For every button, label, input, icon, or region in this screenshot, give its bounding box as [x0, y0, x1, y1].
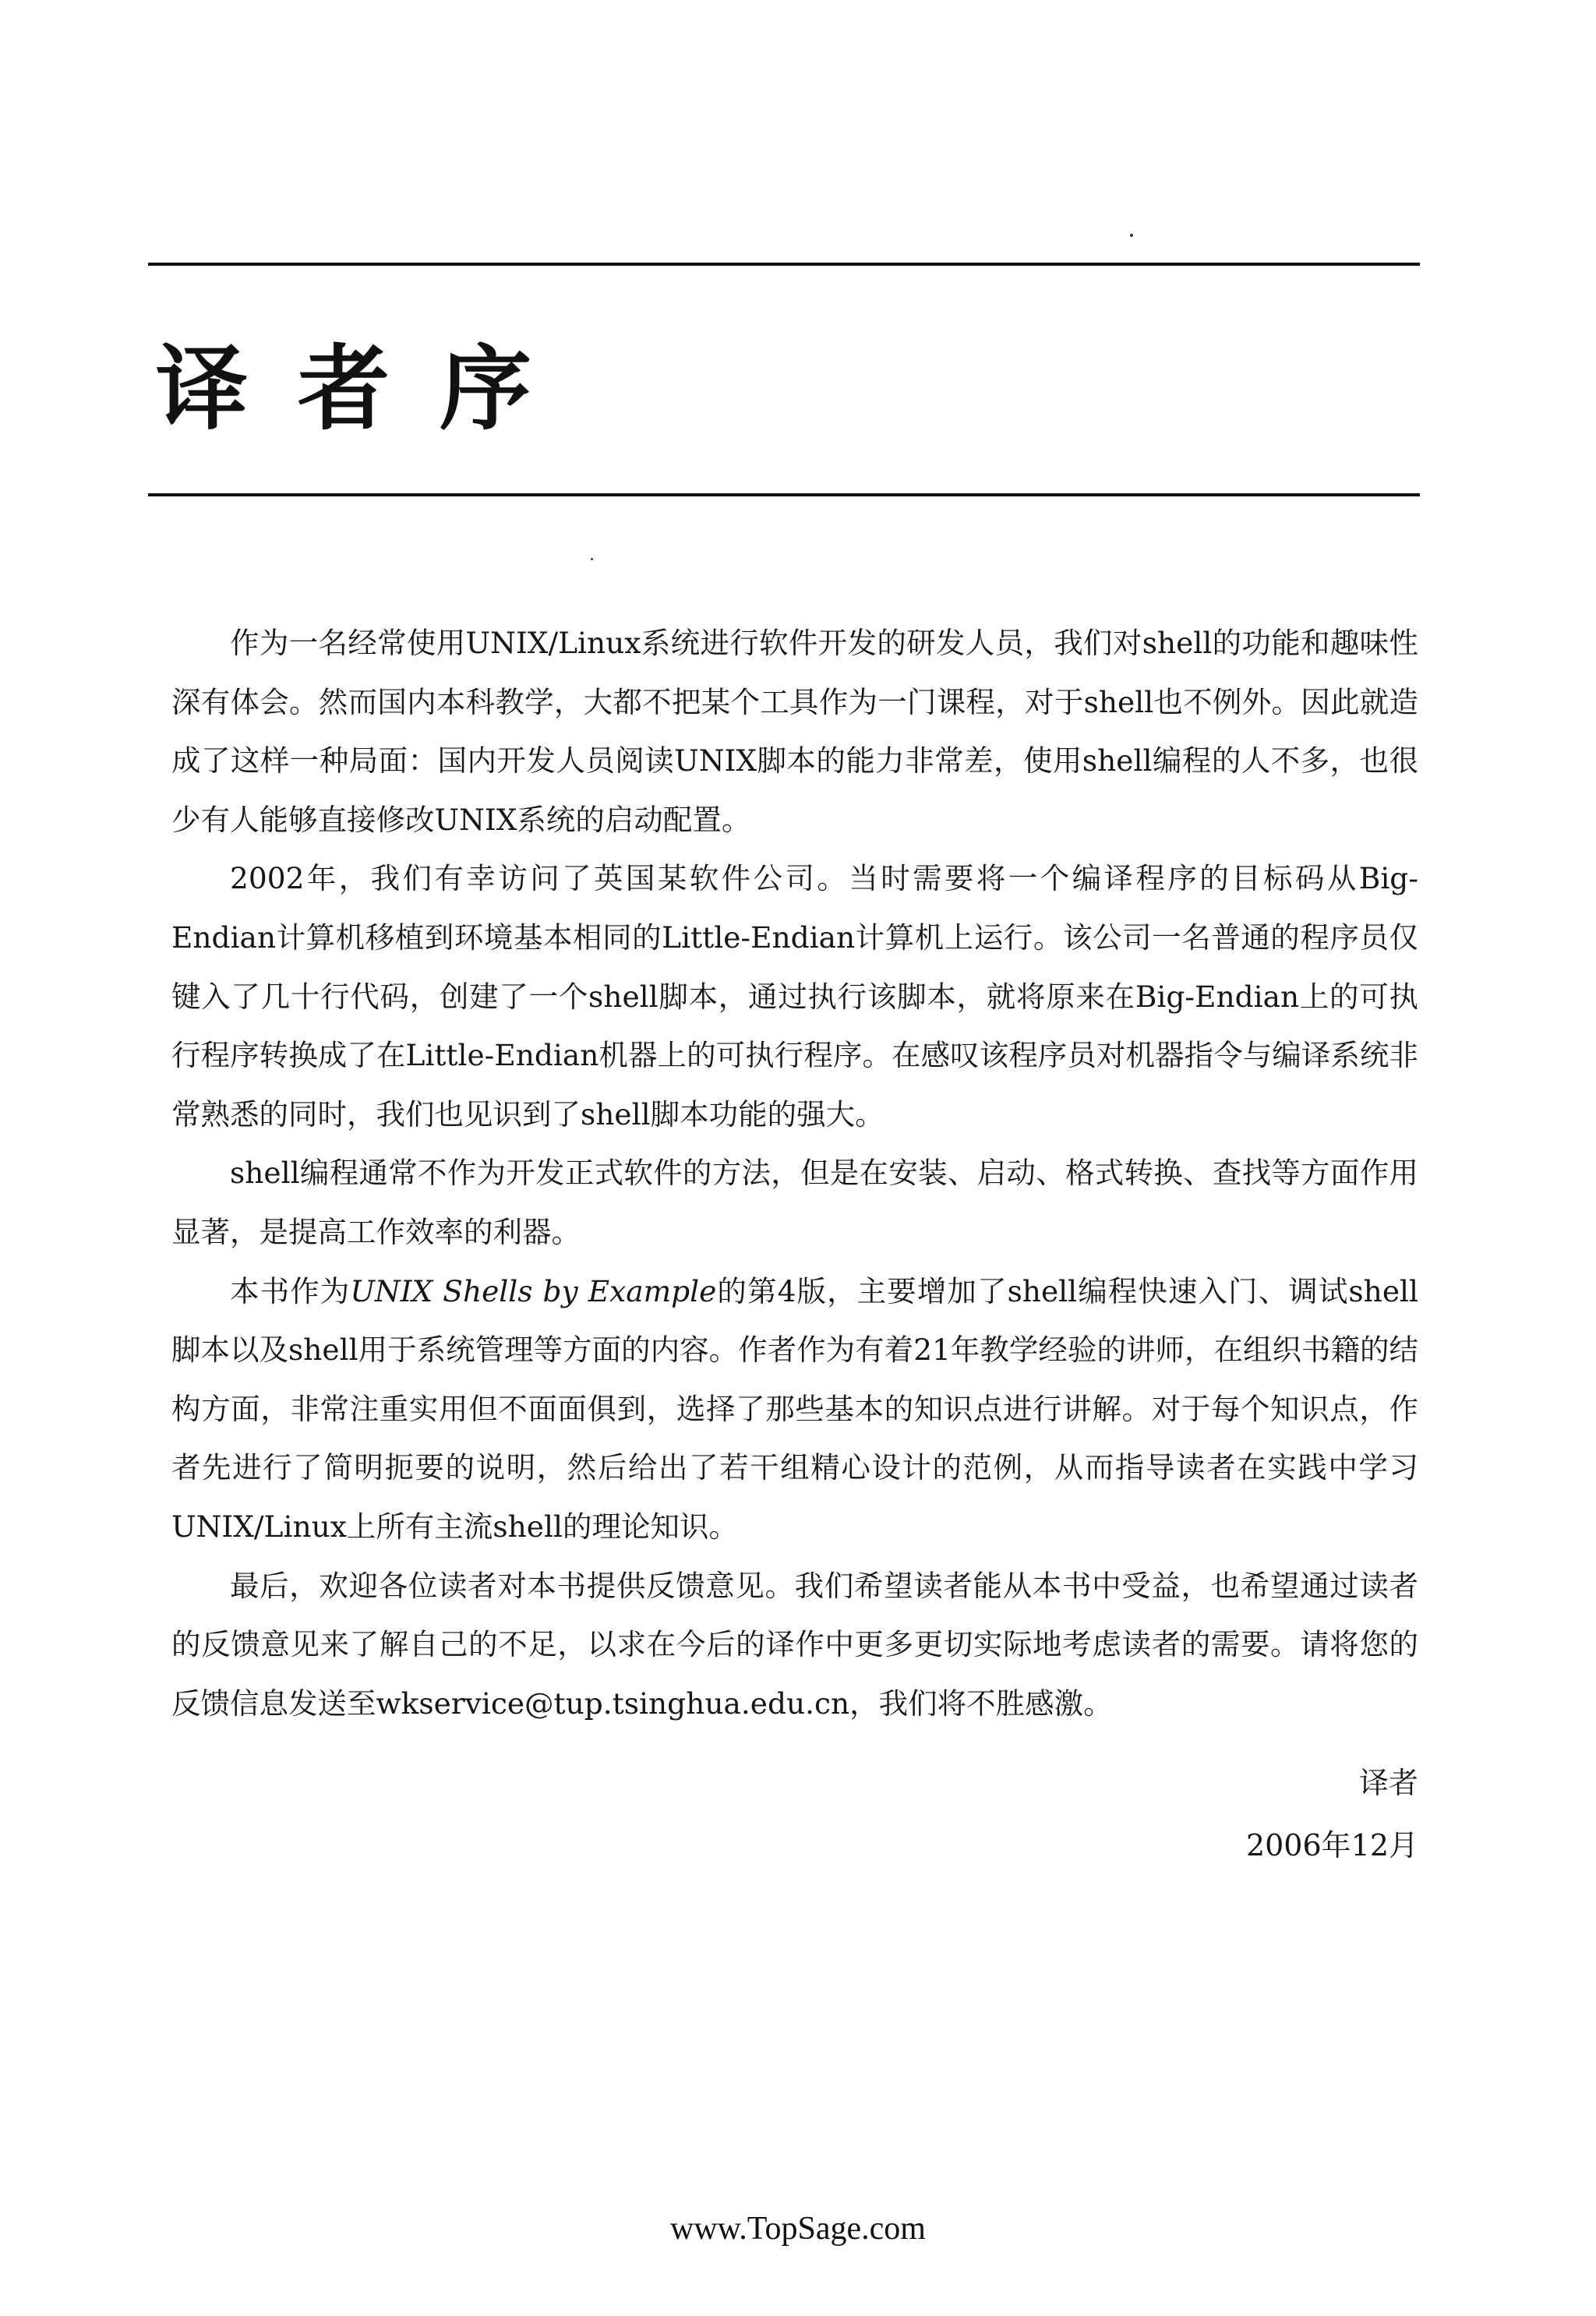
signature-author: 译者 — [1358, 1766, 1418, 1800]
signature-block — [1246, 1752, 1418, 1876]
paragraph-4-rest: 的第4版，主要增加了shell编程快速入门、调试shell脚本以及shell用于系统管理等方面的内容。作者作为有着21年教学经验的讲师，在组织书籍的结构方面，非常注重实用但不面面俱到，选择了那些基本的知识点进行讲解。对于每个知识点，作者先进行了简明扼要的说明，然后给出了若干组精心设计的范例，从而指导读者在实践中学习UNIX/Linux上所有主流shell的理论知识。 — [171, 1273, 1419, 1544]
scan-speck — [591, 558, 593, 560]
title-top-rule — [148, 263, 1420, 266]
signature-date: 2006年12月 — [1245, 1828, 1418, 1862]
footer-url: www.TopSage.com — [670, 2211, 926, 2247]
chapter-title: 译者序 — [156, 335, 582, 443]
title-bottom-rule — [148, 493, 1420, 496]
paragraph-5: 最后，欢迎各位读者对本书提供反馈意见。我们希望读者能从本书中受益，也希望通过读者的反馈意见来了解自己的不足，以求在今后的译作中更多更切实际地考虑读者的需要。请将您的反馈信息发送至wkservice@tup.tsinghua.edu.cn，我们将不胜感激。 — [171, 1568, 1418, 1721]
paragraph-2: 2002年，我们有幸访问了英国某软件公司。当时需要将一个编译程序的目标码从Big-Endian计算机移植到环境基本相同的Little-Endian计算机上运行。该公司一名普通的程序员仅键入了几十行代码，创建了一个shell脚本，通过执行该脚本，就将原来在Big-Endian上的可执行程序转换成了在Little-Endian机器上的可执行程序。在感叹该程序员对机器指令与编译系统非常熟悉的同时，我们也见识到了shell脚本功能的强大。 — [171, 861, 1418, 1132]
paragraph-3: shell编程通常不作为开发正式软件的方法，但是在安装、启动、格式转换、查找等方面作用显著，是提高工作效率的利器。 — [171, 1156, 1418, 1249]
paragraph-4 — [171, 1262, 1418, 1557]
book-title: UNIX Shells by Example — [350, 1273, 717, 1308]
paragraph-1: 作为一名经常使用UNIX/Linux系统进行软件开发的研发人员，我们对shell的功能和趣味性深有体会。然而国内本科教学，大都不把某个工具作为一门课程，对于shell也不例外。因此就造成了这样一种局面：国内开发人员阅读UNIX脚本的能力非常差，使用shell编程的人不多，也很少有人能够直接修改UNIX系统的启动配置。 — [171, 626, 1418, 837]
scan-speck — [1130, 234, 1133, 237]
preface-body — [171, 614, 1418, 1733]
paragraph-4-lead: 本书作为 — [230, 1273, 351, 1308]
